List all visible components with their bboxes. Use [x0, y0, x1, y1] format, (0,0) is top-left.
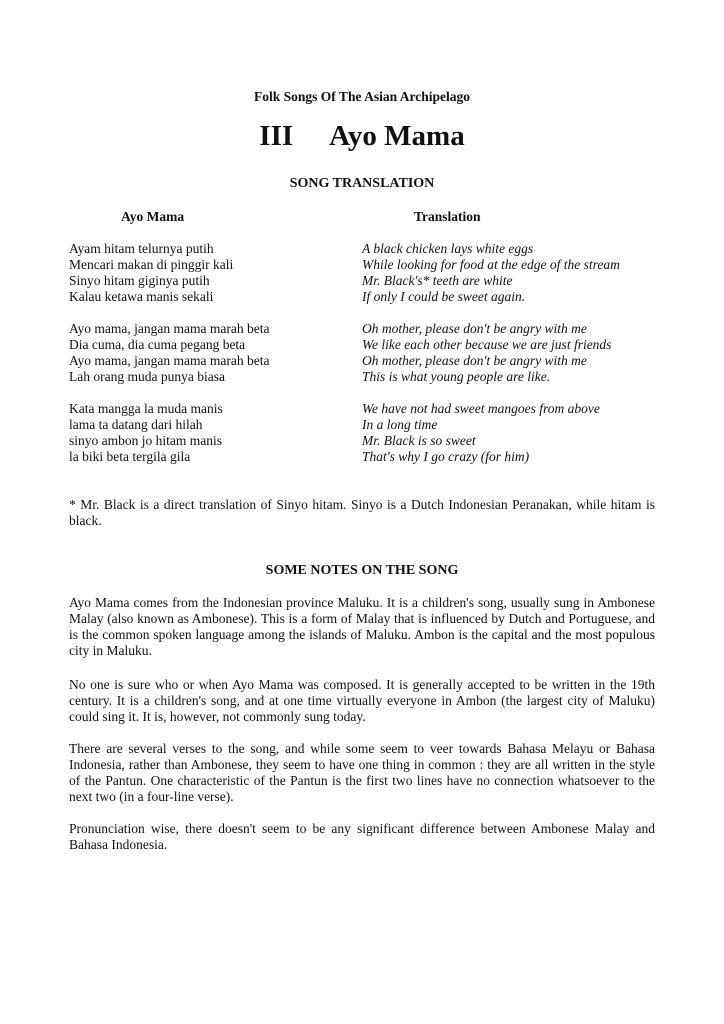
- translation-line: Mr. Black's* teeth are white: [362, 273, 513, 288]
- translation-column-heading: Translation: [414, 209, 481, 224]
- translation-line: Oh mother, please don't be angry with me: [362, 353, 587, 368]
- lyric-line: la biki beta tergila gila: [69, 449, 191, 464]
- translation-stanza-2: [362, 321, 611, 385]
- lyric-line: Sinyo hitam giginya putih: [69, 273, 210, 288]
- original-stanza-3: [69, 401, 223, 465]
- original-stanza-1: [69, 241, 233, 305]
- lyric-line: Ayo mama, jangan mama marah beta: [69, 321, 270, 336]
- original-stanza-2: [69, 321, 269, 385]
- translation-line: We have not had sweet mangoes from above: [362, 401, 600, 416]
- lyric-line: Dia cuma, dia cuma pegang beta: [69, 337, 246, 352]
- footnote: * Mr. Black is a direct translation of Sinyo hitam. Sinyo is a Dutch Indonesian Peranakan, while hitam is black.: [69, 497, 655, 528]
- translation-line: Mr. Black is so sweet: [362, 433, 476, 448]
- series-title: Folk Songs Of The Asian Archipelago: [254, 89, 470, 104]
- lyric-line: Ayam hitam telurnya putih: [69, 241, 214, 256]
- notes-paragraph-4: Pronunciation wise, there doesn't seem to be any significant difference between Ambonese Malay and Bahasa Indonesia.: [69, 821, 655, 852]
- translation-line: This is what young people are like.: [362, 369, 551, 384]
- translation-line: If only I could be sweet again.: [362, 289, 526, 304]
- original-column-heading: Ayo Mama: [121, 209, 185, 224]
- lyric-line: Mencari makan di pinggir kali: [69, 257, 234, 272]
- translation-line: While looking for food at the edge of the stream: [362, 257, 620, 272]
- song-translation-heading: SONG TRANSLATION: [289, 176, 435, 191]
- lyric-line: lama ta datang dari hilah: [69, 417, 203, 432]
- notes-paragraph-3: There are several verses to the song, and while some seem to veer towards Bahasa Melayu or Bahasa Indonesia, rather than Ambonese, they seem to have one thing in common : they are all written in the style of the Pantun. One characteristic of the Pantun is the first two lines have no connection whatsoever to the next two (in a four-line verse).: [69, 741, 655, 804]
- lyric-line: sinyo ambon jo hitam manis: [69, 433, 222, 448]
- notes-heading: SOME NOTES ON THE SONG: [265, 563, 459, 578]
- title-name: Ayo Mama: [329, 120, 465, 152]
- translation-line: That's why I go crazy (for him): [362, 449, 530, 464]
- translation-line: A black chicken lays white eggs: [362, 241, 534, 256]
- translation-stanza-3: [362, 401, 600, 465]
- lyric-line: Kata mangga la muda manis: [69, 401, 223, 416]
- translation-line: We like each other because we are just friends: [362, 337, 612, 352]
- lyric-line: Ayo mama, jangan mama marah beta: [69, 353, 270, 368]
- lyric-line: Kalau ketawa manis sekali: [69, 289, 214, 304]
- page-title: [69, 120, 655, 153]
- translation-stanza-1: [362, 241, 620, 305]
- translation-line: In a long time: [362, 417, 438, 432]
- translation-line: Oh mother, please don't be angry with me: [362, 321, 587, 336]
- notes-paragraph-1: Ayo Mama comes from the Indonesian province Maluku. It is a children's song, usually sung in Ambonese Malay (also known as Ambonese). This is a form of Malay that is influenced by Dutch and Portuguese, and is the common spoken language among the islands of Maluku. Ambon is the capital and the most populous city in Maluku.: [69, 595, 655, 658]
- title-number: III: [259, 120, 294, 152]
- lyric-line: Lah orang muda punya biasa: [69, 369, 225, 384]
- notes-paragraph-2: No one is sure who or when Ayo Mama was composed. It is generally accepted to be written in the 19th century. It is a children's song, and at one time virtually everyone in Ambon (the largest city of Maluku) could sing it. It is, however, not commonly sung today.: [69, 677, 655, 724]
